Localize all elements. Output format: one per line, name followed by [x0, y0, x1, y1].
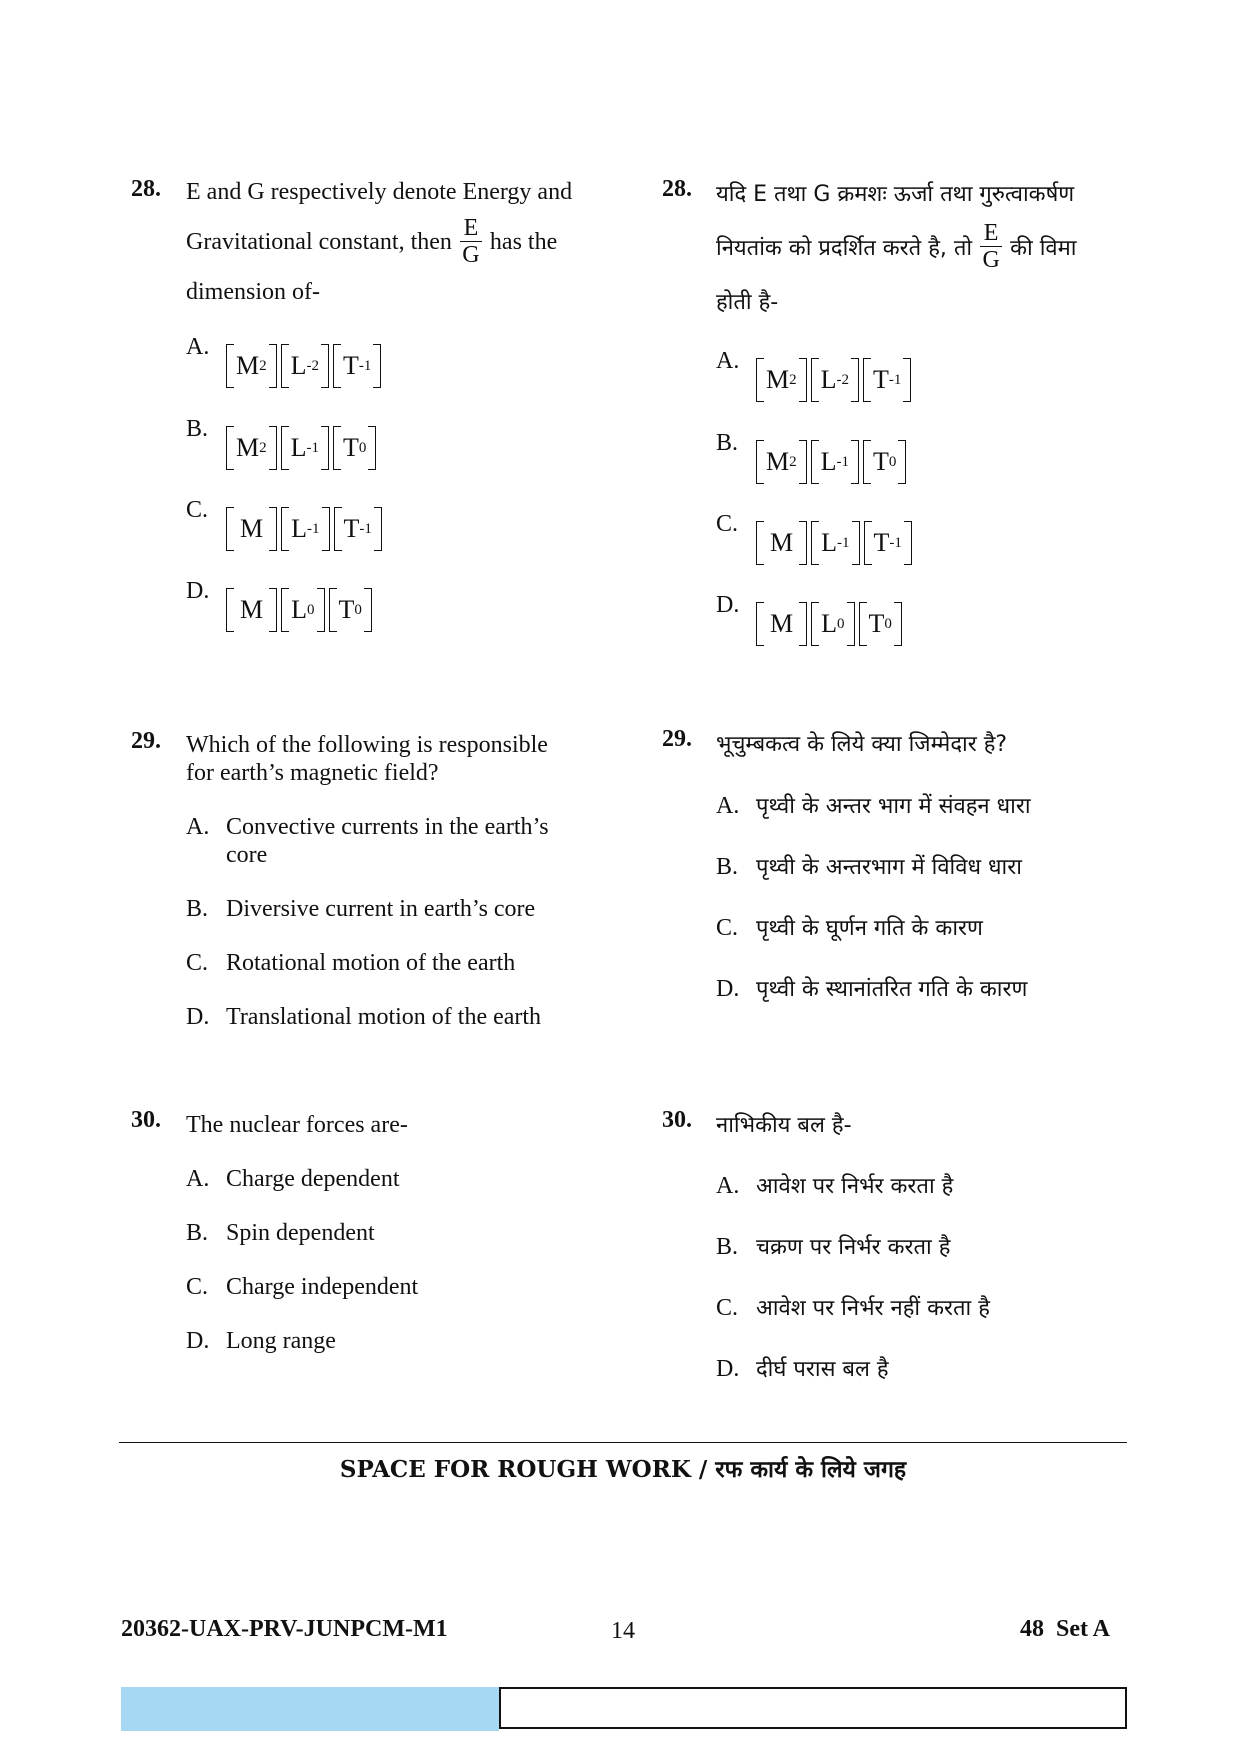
- set-label: 48 Set A: [1020, 1616, 1110, 1642]
- q29-hi-option-b[interactable]: [716, 851, 1022, 881]
- option-text: पृथ्वी के अन्तर भाग में संवहन धारा: [756, 794, 1031, 819]
- q28-hi-line1: यदि E तथा G क्रमशः ऊर्जा तथा गुरुत्वाकर्षण: [716, 182, 1075, 207]
- time-bracket: T -1: [334, 507, 382, 551]
- q29-en-option-b[interactable]: [186, 895, 535, 923]
- frac-numerator: E: [463, 215, 479, 241]
- option-text: पृथ्वी के अन्तरभाग में विविध धारा: [756, 855, 1022, 880]
- dimension-expression: [756, 440, 910, 484]
- length-bracket: L -1: [281, 426, 329, 470]
- q30-hi-option-a[interactable]: [716, 1170, 953, 1200]
- dimension-expression: [756, 358, 915, 402]
- length-bracket: L -2: [281, 344, 329, 388]
- q28-number-hi: 28.: [662, 176, 692, 202]
- q28-number-en: 28.: [131, 176, 161, 202]
- frac-denominator: G: [982, 247, 1000, 273]
- q28-hi-option-a[interactable]: [716, 348, 915, 402]
- q28-en-line2-post: has the: [489, 228, 558, 255]
- mass-bracket: M 2: [756, 440, 807, 484]
- frac-numerator: E: [983, 220, 999, 246]
- paper-code: 20362-UAX-PRV-JUNPCM-M1: [121, 1616, 448, 1642]
- q30-en-option-a[interactable]: [186, 1165, 400, 1193]
- option-label: C.: [716, 915, 739, 941]
- option-label: D.: [716, 976, 740, 1002]
- q30-en-option-c[interactable]: [186, 1273, 418, 1301]
- option-label: D.: [186, 578, 210, 604]
- mass-bracket: M: [226, 507, 277, 551]
- option-label: B.: [716, 430, 739, 456]
- option-text: Charge independent: [226, 1274, 419, 1300]
- option-label: D.: [186, 1328, 210, 1354]
- dimension-expression: [756, 602, 906, 646]
- q30-hi-question: नाभिकीय बल है-: [716, 1113, 852, 1138]
- dimension-expression: [226, 426, 380, 470]
- option-text: Convective currents in the earth’s: [226, 814, 549, 840]
- q30-number-en: 30.: [131, 1107, 161, 1133]
- q29-en-line1: Which of the following is responsible: [186, 732, 548, 758]
- time-bracket: T -1: [333, 344, 381, 388]
- option-label: B.: [186, 416, 209, 442]
- option-text: पृथ्वी के स्थानांतरित गति के कारण: [756, 977, 1028, 1002]
- q28-hi-option-b[interactable]: [716, 430, 910, 484]
- option-text: Charge dependent: [226, 1166, 400, 1192]
- mass-bracket: M: [756, 521, 807, 565]
- dimension-expression: [226, 507, 386, 551]
- option-label: C.: [716, 511, 739, 537]
- option-label: B.: [186, 896, 209, 922]
- q29-en-option-c[interactable]: [186, 949, 515, 977]
- mass-bracket: M 2: [226, 344, 277, 388]
- q28-en-line3: dimension of-: [186, 279, 320, 305]
- option-text: चक्रण पर निर्भर करता है: [756, 1235, 951, 1260]
- q28-en-line1: E and G respectively denote Energy and: [186, 179, 573, 205]
- time-bracket: T 0: [859, 602, 902, 646]
- length-bracket: L -2: [811, 358, 859, 402]
- q28-en-option-d[interactable]: [186, 578, 376, 632]
- option-label: A.: [716, 793, 740, 819]
- option-label: B.: [716, 1234, 739, 1260]
- q30-hi-option-c[interactable]: [716, 1292, 990, 1322]
- q29-hi-option-c[interactable]: [716, 912, 983, 942]
- mass-bracket: M 2: [756, 358, 807, 402]
- option-label: C.: [716, 1295, 739, 1321]
- q28-en-line2: [186, 215, 557, 268]
- dimension-expression: [226, 344, 385, 388]
- option-text: Translational motion of the earth: [226, 1004, 542, 1030]
- option-label: C.: [186, 950, 209, 976]
- q28-en-option-c[interactable]: [186, 497, 386, 551]
- q30-hi-option-b[interactable]: [716, 1231, 950, 1261]
- length-bracket: L -1: [811, 521, 859, 565]
- length-bracket: L -1: [281, 507, 329, 551]
- time-bracket: T -1: [864, 521, 912, 565]
- rough-work-divider: [119, 1442, 1127, 1443]
- q28-hi-line2-pre: नियतांक को प्रदर्शित करते है, तो: [716, 235, 973, 261]
- q28-hi-fraction: [980, 220, 1002, 273]
- q29-number-en: 29.: [131, 728, 161, 754]
- page-number: 14: [611, 1618, 635, 1644]
- option-text: दीर्घ परास बल है: [756, 1357, 889, 1382]
- option-text: Spin dependent: [226, 1220, 375, 1246]
- time-bracket: T -1: [863, 358, 911, 402]
- option-label: B.: [186, 1220, 209, 1246]
- option-label: A.: [716, 348, 740, 374]
- q28-hi-line2: [716, 220, 1076, 273]
- q28-hi-option-d[interactable]: [716, 592, 906, 646]
- option-label: A.: [186, 334, 210, 360]
- q28-hi-option-c[interactable]: [716, 511, 916, 565]
- q28-hi-line2-post: की विमा: [1010, 235, 1077, 261]
- length-bracket: L -1: [811, 440, 859, 484]
- q29-number-hi: 29.: [662, 726, 692, 752]
- option-label: C.: [186, 1274, 209, 1300]
- q28-hi-line3: होती है-: [716, 290, 779, 315]
- footer-blue-strip: [121, 1687, 499, 1731]
- option-label: C.: [186, 497, 209, 523]
- option-text: Rotational motion of the earth: [226, 950, 516, 976]
- q29-en-option-a[interactable]: [186, 813, 549, 869]
- option-text: Diversive current in earth’s core: [226, 896, 536, 922]
- option-label: A.: [186, 1166, 210, 1192]
- q29-en-option-d[interactable]: [186, 1003, 541, 1031]
- q30-number-hi: 30.: [662, 1107, 692, 1133]
- q28-en-fraction: [460, 215, 482, 268]
- option-text: पृथ्वी के घूर्णन गति के कारण: [756, 916, 983, 941]
- mass-bracket: M 2: [226, 426, 277, 470]
- option-text: Long range: [226, 1328, 336, 1354]
- option-label: A.: [186, 814, 210, 840]
- length-bracket: L 0: [281, 588, 324, 632]
- time-bracket: T 0: [329, 588, 372, 632]
- q28-en-option-b[interactable]: [186, 416, 380, 470]
- option-label: B.: [716, 854, 739, 880]
- q29-hi-option-d[interactable]: [716, 973, 1027, 1003]
- option-label: D.: [186, 1004, 210, 1030]
- time-bracket: T 0: [863, 440, 906, 484]
- option-label: A.: [716, 1173, 740, 1199]
- q28-en-option-a[interactable]: [186, 334, 385, 388]
- length-bracket: L 0: [811, 602, 854, 646]
- q30-en-question: The nuclear forces are-: [186, 1112, 408, 1138]
- time-bracket: T 0: [333, 426, 376, 470]
- mass-bracket: M: [756, 602, 807, 646]
- q30-en-option-d[interactable]: [186, 1327, 336, 1355]
- option-label: D.: [716, 1356, 740, 1382]
- option-text-cont: core: [226, 842, 268, 868]
- q30-en-option-b[interactable]: [186, 1219, 375, 1247]
- dimension-expression: [756, 521, 916, 565]
- option-label: D.: [716, 592, 740, 618]
- rough-work-label: SPACE FOR ROUGH WORK / रफ कार्य के लिये जगह: [339, 1456, 907, 1483]
- footer-empty-box: [499, 1687, 1127, 1729]
- q30-hi-option-d[interactable]: [716, 1353, 889, 1383]
- option-text: आवेश पर निर्भर करता है: [756, 1174, 954, 1199]
- frac-denominator: G: [462, 242, 480, 268]
- q29-hi-question: भूचुम्बकत्व के लिये क्या जिम्मेदार है?: [716, 732, 1008, 757]
- q29-hi-option-a[interactable]: [716, 790, 1031, 820]
- mass-bracket: M: [226, 588, 277, 632]
- option-text: आवेश पर निर्भर नहीं करता है: [756, 1296, 990, 1321]
- q28-en-line2-pre: Gravitational constant, then: [186, 228, 452, 255]
- q29-en-line2: for earth’s magnetic field?: [186, 760, 439, 786]
- dimension-expression: [226, 588, 376, 632]
